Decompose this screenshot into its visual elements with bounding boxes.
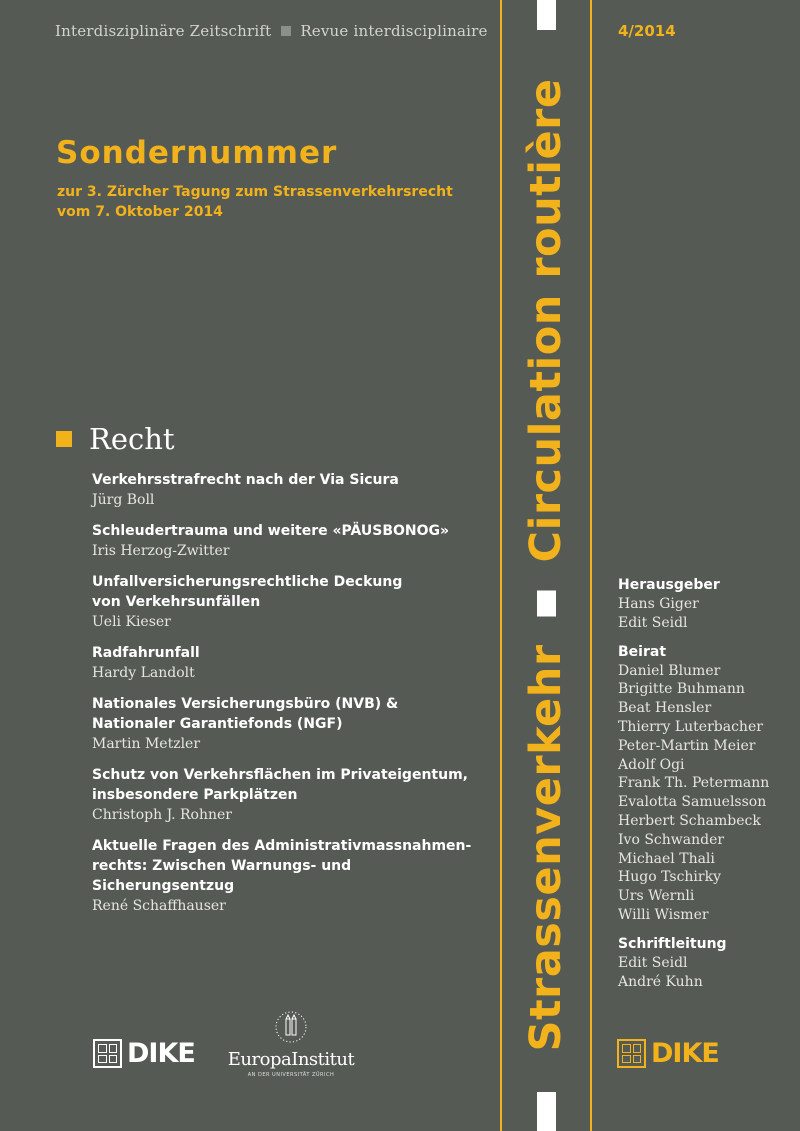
publisher-name: Hans Giger xyxy=(618,596,699,612)
toc-author: Ueli Kieser xyxy=(92,614,171,630)
board-member: Frank Th. Petermann xyxy=(618,775,770,792)
road-edge-left xyxy=(500,0,502,1131)
dike-logo-icon xyxy=(617,1039,646,1068)
toc-author: René Schaffhauser xyxy=(92,898,226,914)
dike-logo-text: DIKE xyxy=(651,1038,719,1069)
dike-logo xyxy=(93,1038,195,1069)
toc-entry xyxy=(92,694,492,754)
section-heading xyxy=(56,422,175,456)
square-bullet-icon xyxy=(56,431,72,447)
europa-institut-logo xyxy=(226,1010,356,1078)
board-member: Adolf Ogi xyxy=(618,756,685,773)
toc-title: Aktuelle Fragen des Administrativmassnahmen- xyxy=(92,838,472,854)
toc-title: insbesondere Parkplätzen xyxy=(92,787,298,803)
board-member: Michael Thali xyxy=(618,850,715,867)
toc-title: Nationaler Garantiefonds (NGF) xyxy=(92,716,343,732)
toc-title: Schutz von Verkehrsflächen im Privateigentum, xyxy=(92,767,468,783)
toc-author: Iris Herzog-Zwitter xyxy=(92,543,230,559)
spine-separator xyxy=(537,590,556,616)
toc-author: Martin Metzler xyxy=(92,736,201,752)
dike-logo-accent xyxy=(617,1038,719,1069)
toc-entry xyxy=(92,643,492,683)
toc-author: Jürg Boll xyxy=(92,492,155,508)
toc-entry xyxy=(92,521,492,561)
toc-title: Schleudertrauma und weitere «PÄUSBONOG» xyxy=(92,523,450,539)
board-member: Hugo Tschirky xyxy=(618,869,721,886)
toc-title: Radfahrunfall xyxy=(92,645,200,661)
board-member: Willi Wismer xyxy=(618,906,709,923)
toc-title: von Verkehrsunfällen xyxy=(92,594,261,610)
toc-entry xyxy=(92,836,492,916)
section-label: Recht xyxy=(89,422,175,456)
publisher-heading: Herausgeber xyxy=(618,577,720,593)
table-of-contents xyxy=(92,470,492,927)
road-edge-right xyxy=(590,0,592,1131)
special-issue-title: Sondernummer xyxy=(56,135,338,171)
journal-subtitle xyxy=(55,22,488,40)
special-subtitle-line-2: vom 7. Oktober 2014 xyxy=(57,204,223,220)
board-member: Brigitte Buhmann xyxy=(618,681,745,698)
publisher-name: Edit Seidl xyxy=(618,614,688,631)
journal-subtitle-de: Interdisziplinäre Zeitschrift xyxy=(55,22,272,40)
editorial-member: André Kuhn xyxy=(618,973,703,990)
toc-entry xyxy=(92,470,492,510)
toc-title: Nationales Versicherungsbüro (NVB) & xyxy=(92,696,399,712)
toc-title: Verkehrsstrafrecht nach der Via Sicura xyxy=(92,472,399,488)
board-member: Daniel Blumer xyxy=(618,662,721,679)
special-subtitle-line-1: zur 3. Zürcher Tagung zum Strassenverkehrsrecht xyxy=(57,184,453,200)
board-member: Ivo Schwander xyxy=(618,831,725,848)
road-dash xyxy=(537,1092,556,1131)
board-heading: Beirat xyxy=(618,643,667,660)
toc-author: Hardy Landolt xyxy=(92,665,195,681)
dike-logo-icon xyxy=(93,1039,122,1068)
board-member: Beat Hensler xyxy=(618,700,712,717)
toc-entry xyxy=(92,572,492,632)
europa-logo-text: EuropaInstitut xyxy=(227,1049,355,1070)
road-dash xyxy=(537,0,556,30)
issue-number: 4/2014 xyxy=(618,22,676,40)
board-member: Evalotta Samuelsson xyxy=(618,794,767,811)
toc-entry xyxy=(92,765,492,825)
toc-title: Unfallversicherungsrechtliche Deckung xyxy=(92,574,403,590)
journal-subtitle-fr: Revue interdisciplinaire xyxy=(300,22,488,40)
editorial-member: Edit Seidl xyxy=(618,954,688,971)
europa-logo-subtext: AN DER UNIVERSITÄT ZÜRICH xyxy=(247,1072,335,1078)
spine-title xyxy=(521,78,571,1051)
road-spine xyxy=(500,0,592,1131)
board-member: Urs Wernli xyxy=(618,888,695,905)
europa-emblem-icon xyxy=(274,1010,308,1044)
special-issue-subtitle xyxy=(57,182,453,222)
dike-logo-text: DIKE xyxy=(127,1038,195,1069)
square-bullet-icon xyxy=(281,26,291,36)
board-member: Thierry Luterbacher xyxy=(618,718,763,735)
board-member: Peter-Martin Meier xyxy=(618,737,756,754)
editors-column xyxy=(618,575,800,991)
toc-author: Christoph J. Rohner xyxy=(92,807,232,823)
toc-title: rechts: Zwischen Warnungs- und Sicherungsentzug xyxy=(92,858,352,894)
spine-title-fr: Circulation routière xyxy=(521,78,571,563)
spine-title-de: Strassenverkehr xyxy=(521,644,571,1052)
editorial-heading: Schriftleitung xyxy=(618,935,727,952)
board-member: Herbert Schambeck xyxy=(618,812,761,829)
